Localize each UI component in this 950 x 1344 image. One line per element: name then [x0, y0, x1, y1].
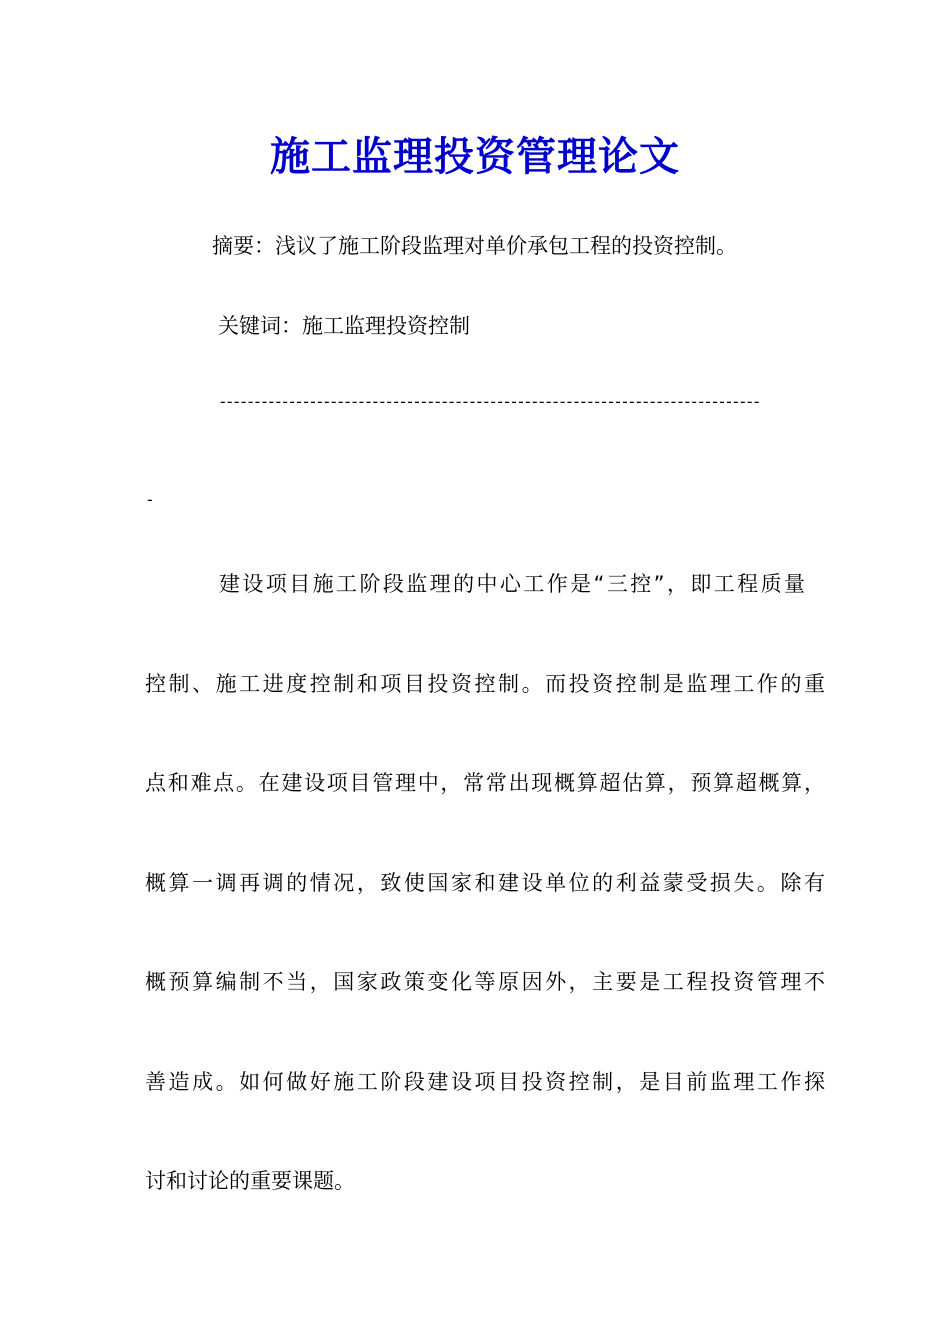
paragraph-line: 控制、施工进度控制和项目投资控制。而投资控制是监理工作的重 — [145, 672, 825, 696]
paragraph-line: 讨和讨论的重要课题。 — [145, 1169, 355, 1193]
abstract-text: 摘要：浅议了施工阶段监理对单价承包工程的投资控制。 — [212, 234, 737, 258]
document-title: 施工监理投资管理论文 — [270, 133, 680, 180]
separator-line: ------------------------------------------------------------------------------ — [218, 392, 759, 411]
keywords-text: 关键词：施工监理投资控制 — [218, 314, 470, 338]
separator-tail: - — [145, 490, 155, 509]
paragraph-line: 建设项目施工阶段监理的中心工作是“三控”，即工程质量 — [219, 572, 805, 596]
paragraph-line: 概预算编制不当，国家政策变化等原因外，主要是工程投资管理不 — [145, 970, 825, 994]
paragraph-line: 善造成。如何做好施工阶段建设项目投资控制，是目前监理工作探 — [145, 1070, 825, 1094]
paragraph-line: 点和难点。在建设项目管理中，常常出现概算超估算，预算超概算， — [145, 771, 825, 795]
paragraph-line: 概算一调再调的情况，致使国家和建设单位的利益蒙受损失。除有 — [145, 871, 825, 895]
